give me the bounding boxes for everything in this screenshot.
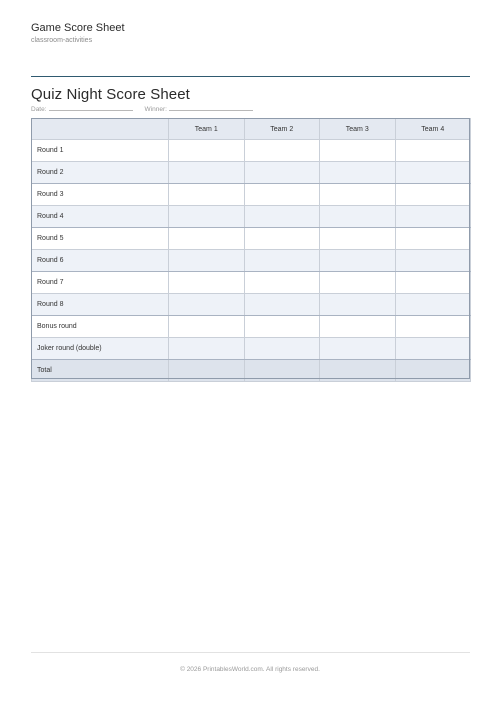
date-field (31, 104, 133, 113)
score-cell-team-4[interactable] (395, 140, 471, 162)
score-cell-team-1[interactable] (169, 228, 245, 250)
score-cell-team-2[interactable] (244, 162, 320, 184)
score-table-body (32, 140, 471, 382)
table-row (32, 338, 471, 360)
score-cell-team-3[interactable] (320, 294, 396, 316)
column-header (32, 119, 169, 140)
score-cell-team-1[interactable] (169, 184, 245, 206)
footer-divider (31, 652, 470, 653)
footer-copyright: © 2026 PrintablesWorld.com. All rights reserved. (180, 666, 320, 673)
row-label: Round 1 (32, 140, 169, 162)
score-table (31, 118, 471, 382)
score-cell-team-4[interactable] (395, 316, 471, 338)
score-cell-team-3[interactable] (320, 228, 396, 250)
score-cell-team-1[interactable] (169, 294, 245, 316)
table-row (32, 250, 471, 272)
score-cell-team-2[interactable] (244, 206, 320, 228)
score-cell-team-4[interactable] (395, 206, 471, 228)
score-cell-team-2[interactable] (244, 184, 320, 206)
table-row (32, 140, 471, 162)
score-cell-team-1[interactable] (169, 316, 245, 338)
table-row (32, 360, 471, 382)
site-title: Game Score Sheet (31, 22, 125, 34)
score-cell-team-3[interactable] (320, 140, 396, 162)
score-cell-team-3[interactable] (320, 206, 396, 228)
score-cell-team-2[interactable] (244, 272, 320, 294)
score-cell-team-3[interactable] (320, 360, 396, 382)
site-category: classroom-activities (31, 37, 93, 44)
score-cell-team-4[interactable] (395, 162, 471, 184)
score-cell-team-2[interactable] (244, 316, 320, 338)
sheet-meta (31, 104, 253, 113)
score-cell-team-4[interactable] (395, 338, 471, 360)
score-cell-team-3[interactable] (320, 184, 396, 206)
score-cell-team-2[interactable] (244, 228, 320, 250)
row-label: Total (32, 360, 169, 382)
table-row (32, 162, 471, 184)
winner-field (145, 104, 253, 113)
sheet-title: Quiz Night Score Sheet (31, 86, 190, 103)
score-cell-team-3[interactable] (320, 250, 396, 272)
row-label: Round 2 (32, 162, 169, 184)
score-cell-team-3[interactable] (320, 316, 396, 338)
score-cell-team-4[interactable] (395, 294, 471, 316)
column-header-team-4: Team 4 (395, 119, 471, 140)
score-cell-team-1[interactable] (169, 338, 245, 360)
row-label: Round 6 (32, 250, 169, 272)
row-label: Round 5 (32, 228, 169, 250)
date-label: Date: (31, 106, 47, 113)
table-row (32, 228, 471, 250)
column-header-team-1: Team 1 (169, 119, 245, 140)
score-cell-team-1[interactable] (169, 162, 245, 184)
score-cell-team-4[interactable] (395, 228, 471, 250)
score-cell-team-1[interactable] (169, 140, 245, 162)
row-label: Round 4 (32, 206, 169, 228)
row-label: Joker round (double) (32, 338, 169, 360)
table-row (32, 294, 471, 316)
score-cell-team-2[interactable] (244, 360, 320, 382)
row-label: Bonus round (32, 316, 169, 338)
score-cell-team-4[interactable] (395, 184, 471, 206)
score-cell-team-4[interactable] (395, 360, 471, 382)
score-cell-team-1[interactable] (169, 272, 245, 294)
table-header-row (32, 119, 471, 140)
score-cell-team-1[interactable] (169, 206, 245, 228)
date-blank-line (49, 104, 133, 111)
score-cell-team-3[interactable] (320, 338, 396, 360)
column-header-team-2: Team 2 (244, 119, 320, 140)
score-cell-team-4[interactable] (395, 250, 471, 272)
header-divider (31, 76, 470, 77)
table-row (32, 184, 471, 206)
page-header (31, 22, 469, 44)
score-cell-team-1[interactable] (169, 250, 245, 272)
score-cell-team-2[interactable] (244, 338, 320, 360)
row-label: Round 3 (32, 184, 169, 206)
score-cell-team-2[interactable] (244, 294, 320, 316)
score-cell-team-1[interactable] (169, 360, 245, 382)
winner-label: Winner: (144, 106, 167, 113)
winner-blank-line (169, 104, 253, 111)
table-row (32, 316, 471, 338)
score-cell-team-4[interactable] (395, 272, 471, 294)
score-cell-team-2[interactable] (244, 250, 320, 272)
table-row (32, 206, 471, 228)
table-row (32, 272, 471, 294)
column-header-team-3: Team 3 (320, 119, 396, 140)
score-cell-team-2[interactable] (244, 140, 320, 162)
row-label: Round 7 (32, 272, 169, 294)
row-label: Round 8 (32, 294, 169, 316)
score-cell-team-3[interactable] (320, 162, 396, 184)
score-cell-team-3[interactable] (320, 272, 396, 294)
